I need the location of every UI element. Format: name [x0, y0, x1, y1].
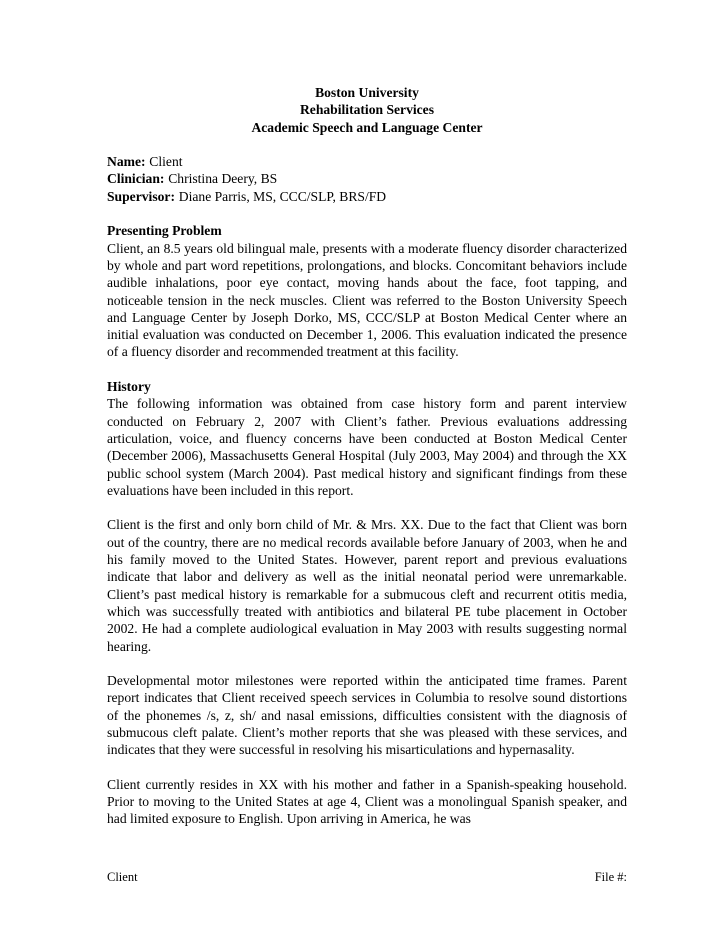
- info-line-name: [107, 153, 627, 170]
- history-paragraph-1: The following information was obtained from case history form and parent interview conducted on February 2, 2007 with Client’s father. Previous evaluations addressing articulation, voice, and fluency concerns have been conducted at Boston Medical Center (December 2006), Massachusetts General Hospital (July 2003, May 2004) and through the XX public school system (March 2004). Past medical history and significant findings from these evaluations have been included in this report.: [107, 396, 627, 498]
- clinician-value: Christina Deery, BS: [168, 171, 278, 187]
- history-heading: History: [107, 379, 151, 395]
- presenting-problem-paragraph: Client, an 8.5 years old bilingual male, presents with a moderate fluency disorder characterized by whole and part word repetitions, prolongations, and blocks. Concomitant behaviors include audible inhalations, poor eye contact, moving hands about the face, foot tapping, and noticeable tension in the neck muscles. Client was referred to the Boston University Speech and Language Center by Joseph Dorko, MS, CCC/SLP at Boston Medical Center where an initial evaluation was conducted on December 1, 2006. This evaluation indicated the presence of a fluency disorder and recommended treatment at this facility.: [107, 240, 627, 360]
- history-paragraph-3: Developmental motor milestones were reported within the anticipated time frames. Parent report indicates that Client received speech services in Columbia to resolve sound distortions of the phonemes /s, z, sh/ and nasal emissions, difficulties consistent with the diagnosis of submucous cleft palate. Client’s mother reports that she was pleased with these services, and indicates that they were successful in resolving his misarticulations and hypernasality.: [107, 673, 627, 758]
- section-presenting-problem: [107, 222, 627, 360]
- supervisor-value: Diane Parris, MS, CCC/SLP, BRS/FD: [178, 188, 387, 204]
- name-label: Name:: [107, 154, 146, 170]
- header-line-organization: Boston University: [315, 85, 419, 100]
- clinician-label: Clinician:: [107, 171, 165, 187]
- header-line-center: Academic Speech and Language Center: [251, 119, 483, 135]
- supervisor-label: Supervisor:: [107, 188, 175, 204]
- document-content: [107, 84, 627, 845]
- header-line-department: Rehabilitation Services: [299, 102, 435, 118]
- history-paragraph-2: Client is the first and only born child of Mr. & Mrs. XX. Due to the fact that Client was born out of the country, there are no medical records available before January of 2003, when he and his family moved to the United States. However, parent report and previous evaluations indicate that labor and delivery as well as the initial neonatal period were unremarkable. Client’s past medical history is remarkable for a submucous cleft and recurrent otitis media, which was successfully treated with antibiotics and bilateral PE tube placement in October 2002. He had a complete audiological evaluation in May 2003 with results suggesting normal hearing.: [107, 517, 627, 654]
- name-value: Client: [149, 154, 183, 170]
- page-footer: [107, 870, 627, 885]
- footer-client-label: Client: [107, 870, 138, 884]
- footer-file-number-label: File #:: [594, 870, 627, 884]
- info-line-supervisor: [107, 188, 627, 205]
- history-paragraph-4: Client currently resides in XX with his mother and father in a Spanish-speaking household. Prior to moving to the United States at age 4, Client was a monolingual Spanish speaker, and had limited exposure to English. Upon arriving in America, he was: [107, 776, 627, 827]
- presenting-problem-heading: Presenting Problem: [107, 223, 222, 239]
- section-history: [107, 378, 627, 828]
- info-line-clinician: [107, 170, 627, 187]
- document-header: [107, 84, 627, 136]
- client-info-block: [107, 153, 627, 205]
